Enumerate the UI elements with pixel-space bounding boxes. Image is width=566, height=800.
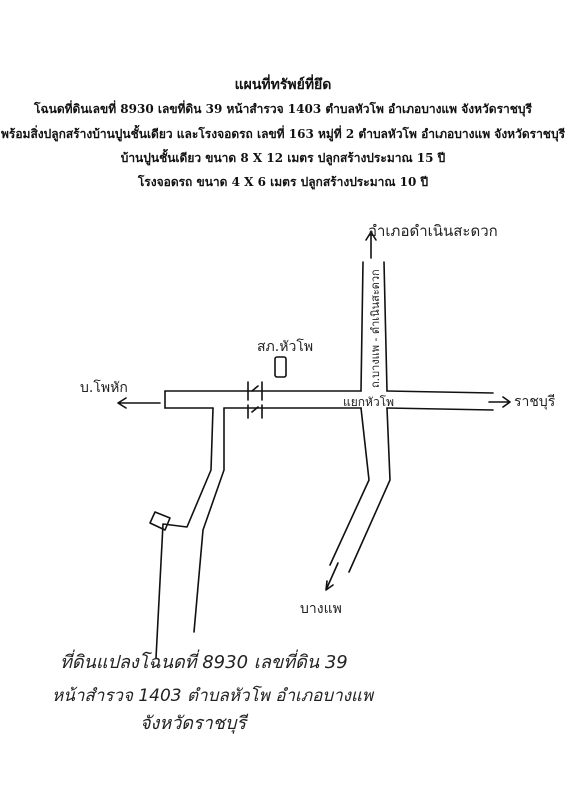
garage-size-line: โรงจอดรถ ขนาด 4 X 6 เมตร ปลูกสร้างประมาณ 10 ปี: [137, 175, 429, 189]
main-road-top-edge: [165, 391, 493, 393]
soi-right-edge: [194, 408, 224, 632]
note-line-1: ที่ดินแปลงโฉนดที่ 8930 เลขที่ดิน 39: [60, 652, 348, 673]
house-size-line: บ้านปูนชั้นเดียว ขนาด 8 X 12 เมตร ปลูกสร้างประมาณ 15 ปี: [120, 151, 446, 165]
west-arrow: [118, 398, 160, 408]
north-road-right-edge: [384, 262, 387, 391]
building-line: พร้อมสิ่งปลูกสร้างบ้านปูนชั้นเดียว และโรงจอดรถ เลขที่ 163 หมู่ที่ 2 ตำบลหัวโพ อำเภอบางแพ จังหวัดราชบุรี: [0, 127, 566, 141]
label-junction: แยกหัวโพ: [343, 395, 395, 409]
note-line-2: หน้าสำรวจ 1403 ตำบลหัวโพ อำเภอบางแพ: [52, 686, 374, 706]
south-road-right-edge: [349, 408, 390, 572]
east-arrow: [489, 397, 510, 407]
deed-line: โฉนดที่ดินเลขที่ 8930 เลขที่ดิน 39 หน้าสำรวจ 1403 ตำบลหัวโพ อำเภอบางแพ จังหวัดราชบุรี: [34, 102, 532, 116]
police-station-box: [275, 357, 286, 377]
south-arrow: [326, 563, 338, 590]
garage-outline: [150, 512, 170, 530]
label-east: ราชบุรี: [514, 394, 556, 410]
page-title: แผนที่ทรัพย์ที่ยึด: [234, 77, 332, 93]
label-south: บางแพ: [300, 601, 342, 617]
label-west: บ.โพหัก: [80, 380, 128, 396]
note-line-3: จังหวัดราชบุรี: [140, 713, 247, 734]
label-station: สภ.หัวโพ: [257, 339, 314, 355]
north-road-left-edge: [361, 262, 363, 391]
label-road-vertical: ถ.บางแพ - ดำเนินสะดวก: [369, 269, 382, 388]
crossing-mark-lower: [248, 405, 262, 418]
soi-left-edge: [156, 408, 213, 658]
main-road-bottom-edge: [165, 408, 493, 410]
label-north: อำเภอดำเนินสะดวก: [368, 222, 498, 240]
